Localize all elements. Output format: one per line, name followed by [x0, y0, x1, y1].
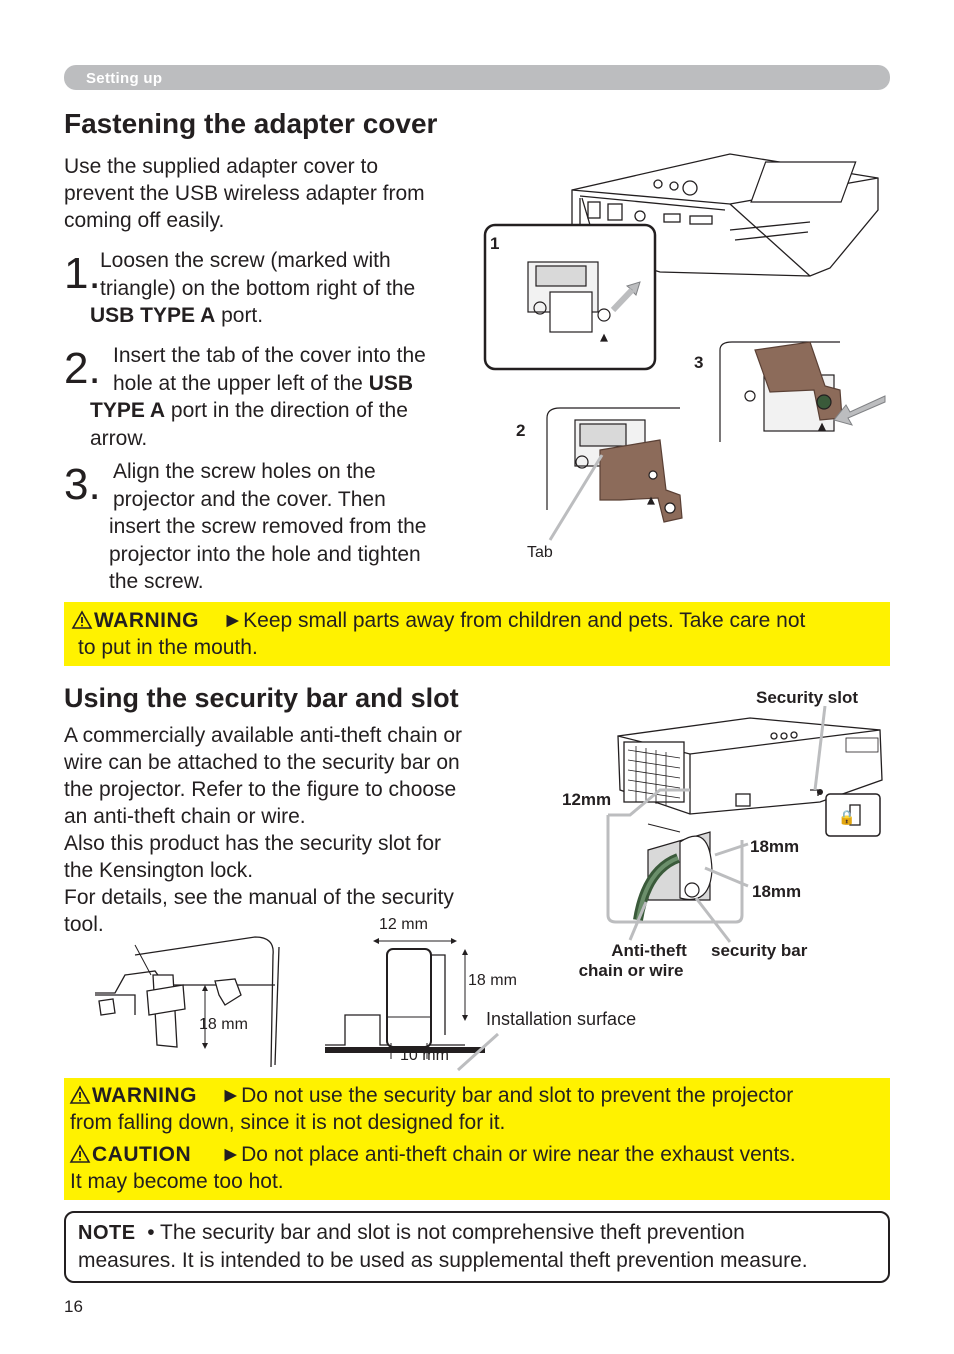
- caution-triangle-icon: [70, 1145, 90, 1163]
- security-paragraph: [64, 722, 462, 938]
- inset-step-2: [547, 408, 682, 522]
- step-2-number: 2.: [64, 344, 101, 393]
- usb-type-a-bold: USB TYPE A: [90, 304, 216, 327]
- note-box: [64, 1211, 890, 1283]
- security-bar-side-view: [95, 935, 285, 1075]
- width-12mm-label: 12mm: [562, 790, 612, 809]
- step-3-text-a: [113, 458, 386, 513]
- step-line: port in the direction of the: [165, 399, 408, 422]
- intro-line: coming off easily.: [64, 209, 225, 232]
- warning-text-2: [70, 1082, 886, 1136]
- label-line: Anti-theft: [611, 941, 687, 960]
- step-line: Loosen the screw (marked with: [100, 249, 391, 272]
- warning-caution-box: [64, 1078, 890, 1200]
- step-line: Align the screw holes on the: [113, 460, 376, 483]
- figure-step-label-3: 3: [694, 353, 704, 372]
- paragraph-line: Also this product has the security slot for: [64, 832, 442, 855]
- page-number: 16: [64, 1297, 83, 1316]
- warning-text: [72, 607, 884, 661]
- page-title: Fastening the adapter cover: [64, 108, 438, 139]
- step-1-text: [100, 247, 415, 302]
- warning-line: ►Do not use the security bar and slot to prevent the projector: [220, 1084, 794, 1107]
- warning-line: from falling down, since it is not designed for it.: [70, 1111, 506, 1134]
- step-line: projector into the hole and tighten: [109, 542, 421, 566]
- step-line: arrow.: [90, 426, 148, 450]
- installation-surface-label: Installation surface: [486, 1009, 637, 1029]
- paragraph-line: tool.: [64, 913, 104, 936]
- paragraph-line: For details, see the manual of the security: [64, 886, 454, 909]
- warning-line: to put in the mouth.: [78, 636, 258, 659]
- figure-step-label-1: 1: [490, 234, 500, 253]
- note-line: • The security bar and slot is not comprehensive theft prevention: [147, 1221, 745, 1244]
- step-line: hole at the upper left of the: [113, 371, 369, 395]
- dimension-18mm-right: 18 mm: [468, 972, 517, 989]
- caution-line: ►Do not place anti-theft chain or wire near the exhaust vents.: [220, 1143, 796, 1166]
- step-line: insert the screw removed from the: [109, 515, 427, 538]
- warning-triangle-icon: [70, 1086, 90, 1104]
- warning-box: [64, 602, 890, 666]
- svg-text:🔒: 🔒: [838, 810, 856, 826]
- step-1-number: 1.: [64, 249, 101, 298]
- security-bar-illustration: [560, 710, 890, 940]
- step-3-text-b: [109, 513, 426, 596]
- paragraph-line: the projector. Refer to the figure to choose: [64, 778, 457, 801]
- inset-step-3: [720, 342, 842, 442]
- note-text: [78, 1219, 883, 1274]
- step-2-text-cont: [90, 397, 408, 452]
- figure-step-label-2: 2: [516, 421, 526, 440]
- caution-line: It may become too hot.: [70, 1170, 284, 1193]
- intro-line: Use the supplied adapter cover to: [64, 155, 379, 178]
- security-bar-label: security bar: [711, 941, 808, 960]
- section-title-security: Using the security bar and slot: [64, 683, 459, 713]
- usb-bold: USB: [368, 371, 414, 395]
- dimension-12mm-label: 12 mm: [379, 916, 428, 933]
- security-slot-marker: [817, 789, 823, 795]
- intro-line: prevent the USB wireless adapter from: [64, 182, 425, 205]
- step-line-end: port.: [215, 304, 264, 327]
- label-line: chain or wire: [578, 961, 684, 980]
- height-18mm-label-a: 18mm: [750, 837, 800, 856]
- step-line: triangle) on the bottom right of the: [100, 276, 416, 300]
- note-label: NOTE: [78, 1222, 136, 1244]
- warning-label: WARNING: [92, 1084, 197, 1107]
- section-label: Setting up: [86, 70, 163, 87]
- warning-label: WARNING: [94, 609, 199, 632]
- security-slot-label: Security slot: [756, 688, 859, 707]
- paragraph-line: an anti-theft chain or wire.: [64, 805, 306, 828]
- paragraph-line: wire can be attached to the security bar on: [64, 751, 460, 774]
- step-3-number: 3.: [64, 460, 101, 509]
- paragraph-line: the Kensington lock.: [64, 859, 254, 882]
- dimension-18mm-left: 18 mm: [199, 1016, 248, 1033]
- caution-label: CAUTION: [92, 1143, 192, 1166]
- adapter-cover-illustration: [480, 150, 890, 570]
- intro-paragraph: [64, 153, 425, 234]
- height-18mm-label-b: 18mm: [752, 882, 802, 901]
- step-1-text-end: [90, 302, 263, 330]
- installation-pointer: [448, 1032, 508, 1072]
- caution-text: [70, 1141, 886, 1195]
- tab-label: Tab: [527, 544, 553, 561]
- warning-line: ►Keep small parts away from children and pets. Take care not: [222, 609, 806, 632]
- step-line: Insert the tab of the cover into the: [113, 344, 426, 367]
- note-line: measures. It is intended to be used as supplemental theft prevention measure.: [78, 1249, 808, 1272]
- step-2-text: [113, 342, 426, 397]
- warning-triangle-icon: [72, 611, 92, 629]
- type-a-bold: TYPE A: [90, 399, 166, 422]
- anti-theft-chain-label: [566, 941, 696, 981]
- step-line: projector and the cover. Then: [113, 487, 386, 511]
- paragraph-line: A commercially available anti-theft chain or: [64, 724, 463, 747]
- dimension-10mm-label: 10 mm: [400, 1047, 449, 1064]
- step-line: the screw.: [109, 570, 204, 593]
- arrow-step-3: [834, 396, 885, 425]
- section-header-bar: [64, 65, 890, 90]
